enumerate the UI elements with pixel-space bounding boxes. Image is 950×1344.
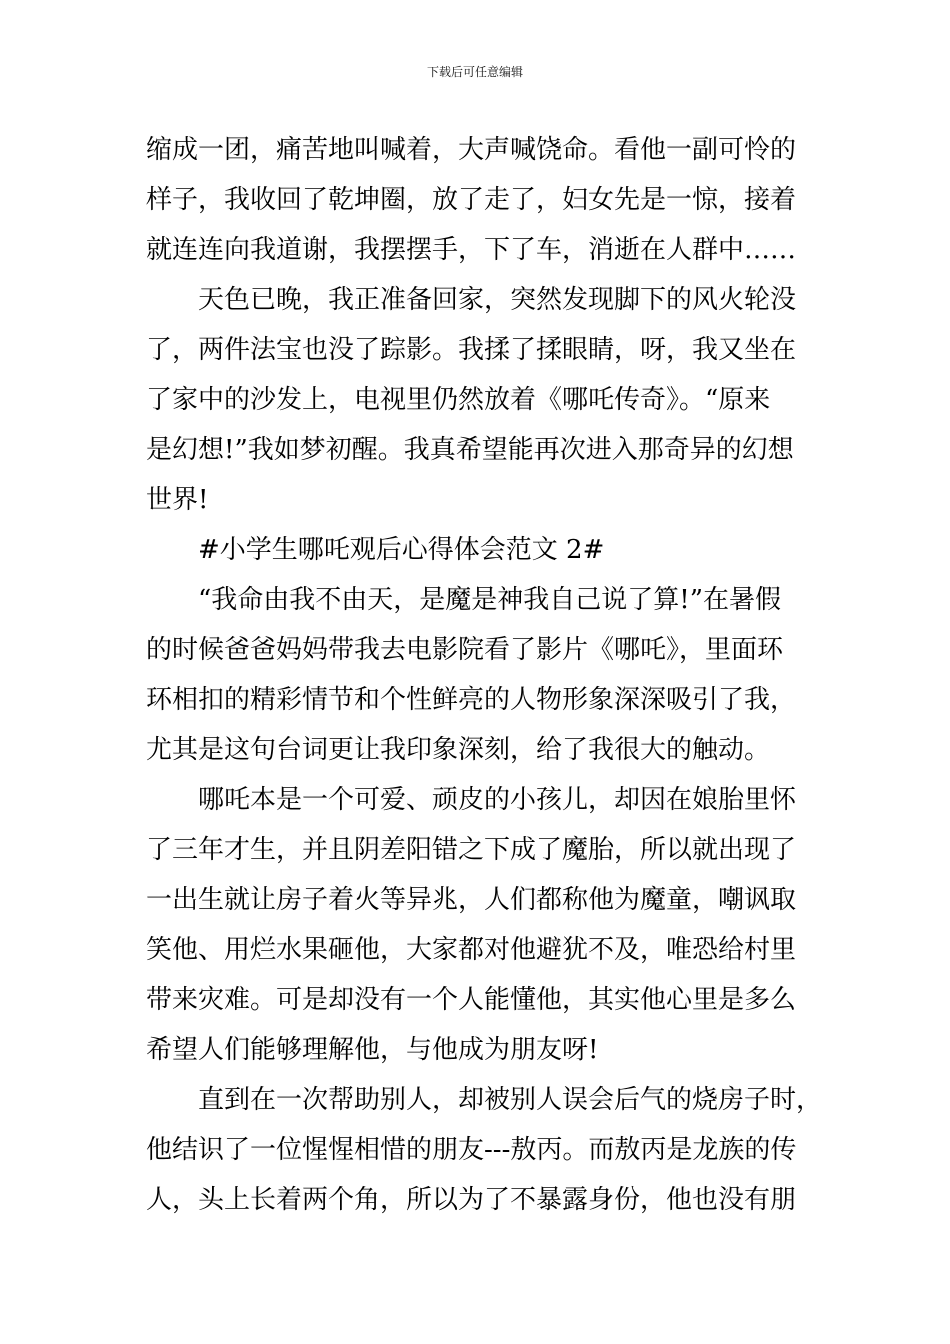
paragraph-start-line: 哪吒本是一个可爱、顽皮的小孩儿，却因在娘胎里怀 [198,785,797,815]
text-line: 一出生就让房子着火等异兆，人们都称他为魔童，嘲讽取 [146,885,797,915]
text-line: 世界! [146,485,209,515]
section-heading: #小学生哪吒观后心得体会范文 2# [198,535,605,565]
text-line: 样子，我收回了乾坤圈，放了走了，妇女先是一惊，接着 [146,185,797,215]
paragraph-start-line: 直到在一次帮助别人，却被别人误会后气的烧房子时， [198,1085,823,1115]
text-line: 尤其是这句台词更让我印象深刻，给了我很大的触动。 [146,735,771,765]
text-line: 笑他、用烂水果砸他，大家都对他避犹不及，唯恐给村里 [146,935,797,965]
page-header: 下载后可任意编辑 [426,65,523,79]
text-line: 就连连向我道谢，我摆摆手，下了车，消逝在人群中…… [146,235,797,265]
text-line: 希望人们能够理解他，与他成为朋友呀! [146,1035,599,1065]
text-line: 缩成一团，痛苦地叫喊着，大声喊饶命。看他一副可怜的 [146,135,797,165]
text-line: 是幻想!”我如梦初醒。我真希望能再次进入那奇异的幻想 [146,435,794,465]
text-line: 的时候爸爸妈妈带我去电影院看了影片《哪吒》，里面环 [146,635,784,665]
text-line: 带来灾难。可是却没有一个人能懂他，其实他心里是多么 [146,985,797,1015]
text-line: 环相扣的精彩情节和个性鲜亮的人物形象深深吸引了我， [146,685,797,715]
text-line: 人，头上长着两个角，所以为了不暴露身份，他也没有朋 [146,1185,797,1215]
text-line: 了，两件法宝也没了踪影。我揉了揉眼睛，呀，我又坐在 [146,335,797,365]
paragraph-start-line: 天色已晚，我正准备回家，突然发现脚下的风火轮没 [198,285,797,315]
text-line: 他结识了一位惺惺相惜的朋友---敖丙。而敖丙是龙族的传 [146,1135,797,1165]
text-line: 了家中的沙发上，电视里仍然放着《哪吒传奇》。“原来 [146,385,771,415]
paragraph-start-line: “我命由我不由天，是魔是神我自己说了算!”在暑假 [198,585,782,615]
text-line: 了三年才生，并且阴差阳错之下成了魔胎，所以就出现了 [146,835,797,865]
